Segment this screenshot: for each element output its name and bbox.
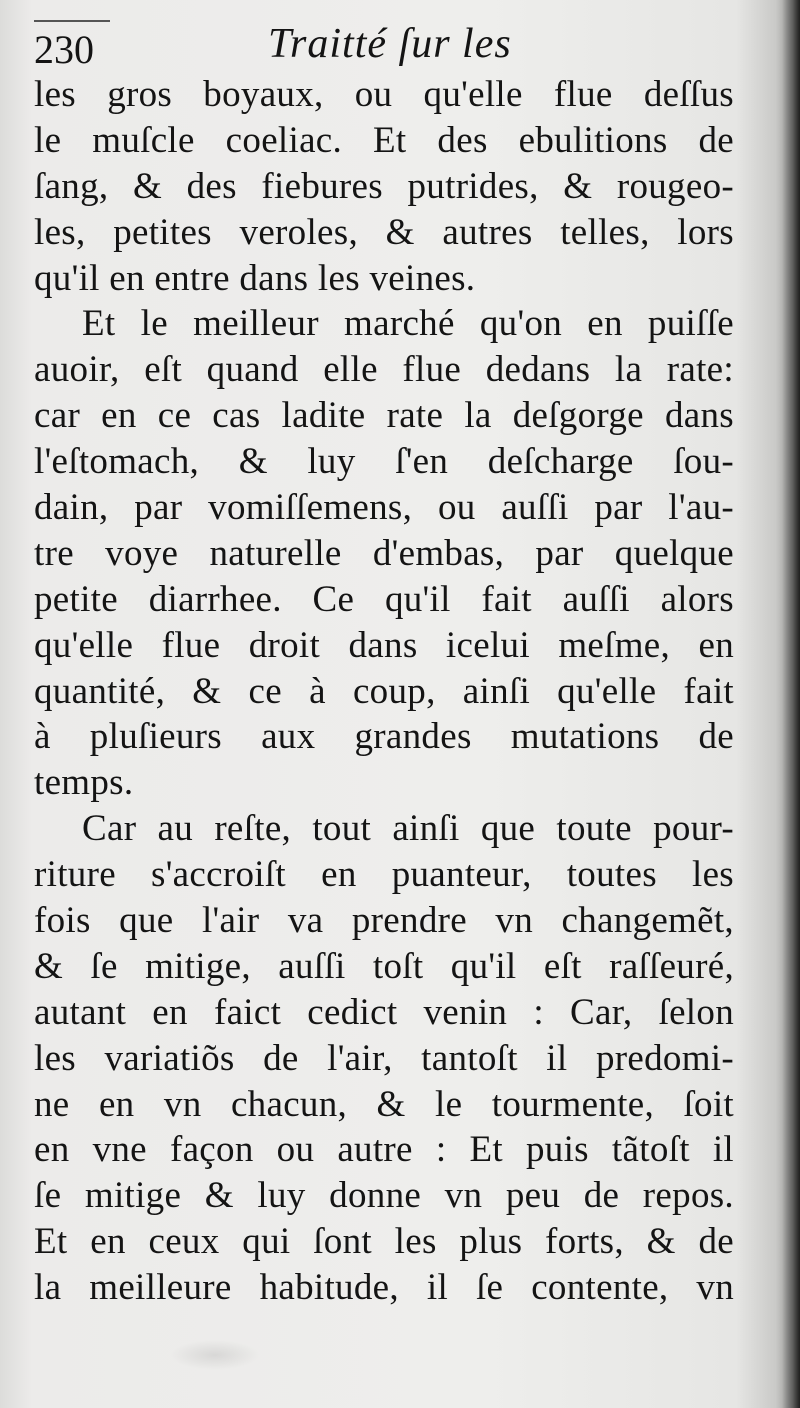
text-line: auoir, eſt quand elle flue dedans la rate: (34, 349, 734, 391)
text-line: temps. (34, 762, 134, 804)
text-line: le muſcle coeliac. Et des ebulitions de (34, 119, 734, 161)
text-line: & ſe mitige, auſſi toſt qu'il eſt raſſeuré, (34, 945, 734, 987)
text-line: ſang, & des fiebures putrides, & rougeo- (34, 165, 734, 207)
text-line: Et le meilleur marché qu'on en puiſſe (82, 303, 734, 345)
text-line: la meilleure habitude, il ſe contente, vn (34, 1267, 734, 1309)
text-line: les, petites veroles, & autres telles, lors (34, 211, 734, 253)
text-line: l'eſtomach, & luy ſ'en deſcharge ſou- (34, 441, 734, 483)
page-number: 230 (34, 27, 94, 72)
body-text (34, 72, 734, 1311)
text-line: qu'elle flue droit dans icelui meſme, en (34, 624, 734, 666)
text-line: tre voye naturelle d'embas, par quelque (34, 532, 734, 574)
running-head (30, 20, 750, 80)
text-line: riture s'accroiſt en puanteur, toutes les (34, 854, 734, 896)
text-line: car en ce cas ladite rate la deſgorge dans (34, 395, 734, 437)
text-line: quantité, & ce à coup, ainſi qu'elle fait (34, 670, 734, 712)
ink-smudge (170, 1340, 260, 1370)
text-line: petite diarrhee. Ce qu'il fait auſſi alors (34, 578, 734, 620)
text-line: dain, par vomiſſemens, ou auſſi par l'au- (34, 487, 734, 529)
text-line: Et en ceux qui ſont les plus forts, & de (34, 1221, 734, 1263)
text-line: ſe mitige & luy donne vn peu de repos. (34, 1175, 734, 1217)
running-title: Traitté ſur les (268, 21, 512, 67)
binding-shadow (782, 0, 800, 1408)
text-line: ne en vn chacun, & le tourmente, ſoit (34, 1083, 734, 1125)
text-line: en vne façon ou autre : Et puis tãtoſt il (34, 1129, 734, 1171)
text-line: fois que l'air va prendre vn changemẽt, (34, 900, 734, 942)
text-line: les variatiõs de l'air, tantoſt il predomi- (34, 1037, 734, 1079)
text-line: Car au reſte, tout ainſi que toute pour- (82, 808, 734, 850)
text-line: les gros boyaux, ou qu'elle flue deſſus (34, 74, 734, 115)
text-line: à pluſieurs aux grandes mutations de (34, 716, 734, 758)
header-rule (34, 20, 110, 22)
text-line: qu'il en entre dans les veines. (34, 257, 476, 299)
text-line: autant en faict cedict venin : Car, ſelon (34, 991, 734, 1033)
